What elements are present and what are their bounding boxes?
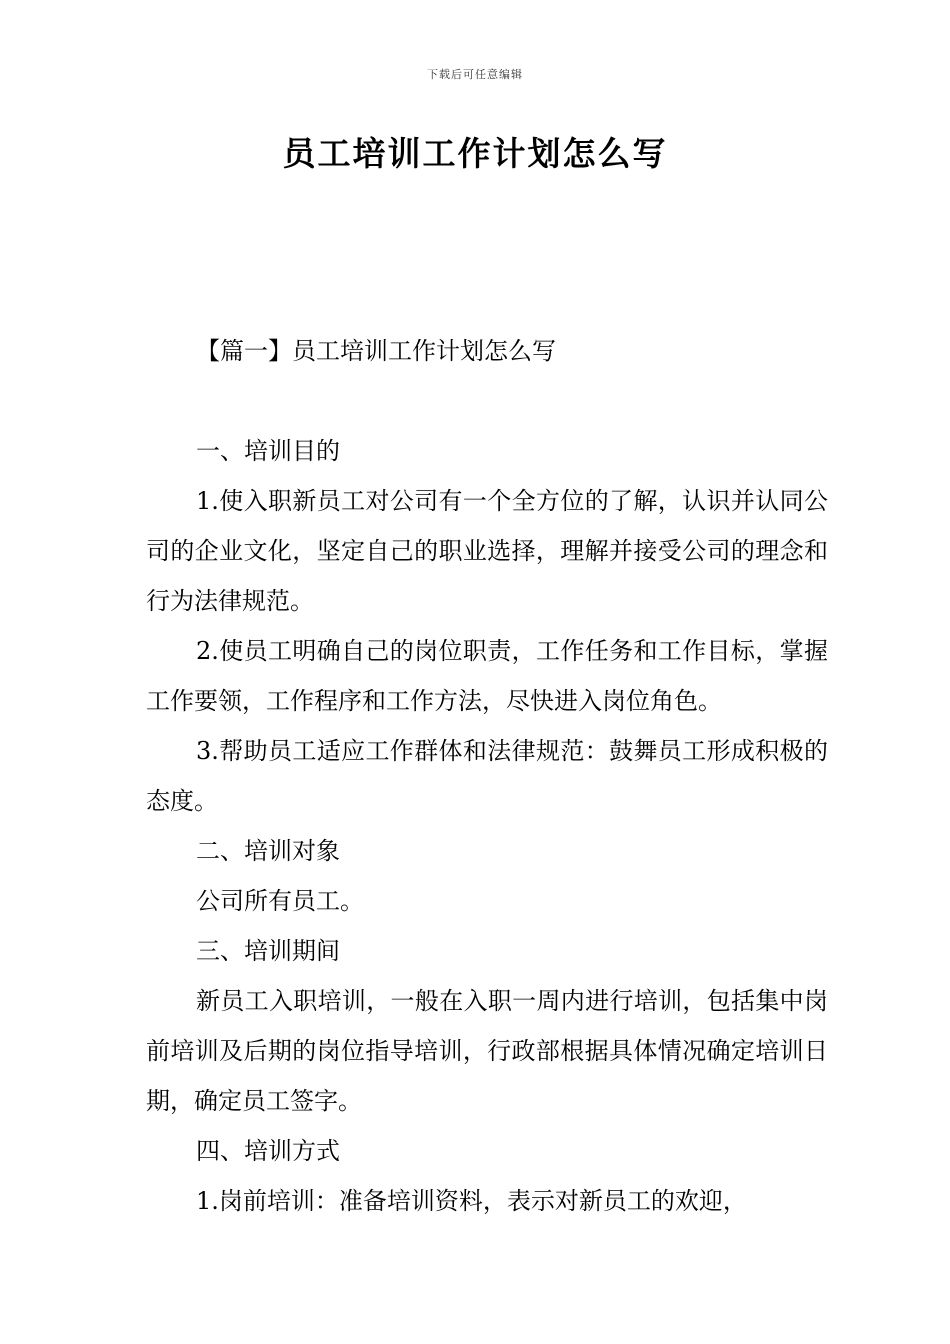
header-note: 下载后可任意编辑 xyxy=(427,68,523,81)
document-body xyxy=(146,326,828,1226)
paragraph-period: 新员工入职培训，一般在入职一周内进行培训，包括集中岗前培训及后期的岗位指导培训，行政部根据具体情况确定培训日期，确定员工签字。 xyxy=(146,987,828,1115)
section-heading: 【篇一】员工培训工作计划怎么写 xyxy=(196,337,556,365)
paragraph-method-1: 1.岗前培训：准备培训资料，表示对新员工的欢迎， xyxy=(196,1187,747,1215)
heading-training-method: 四、培训方式 xyxy=(196,1137,340,1165)
paragraph-target: 公司所有员工。 xyxy=(196,887,364,915)
heading-training-purpose: 一、培训目的 xyxy=(196,437,340,465)
heading-training-target: 二、培训对象 xyxy=(196,837,340,865)
heading-training-period: 三、培训期间 xyxy=(196,937,340,965)
paragraph-purpose-2: 2.使员工明确自己的岗位职责，工作任务和工作目标，掌握工作要领，工作程序和工作方法，尽快进入岗位角色。 xyxy=(146,637,828,715)
paragraph-purpose-3: 3.帮助员工适应工作群体和法律规范：鼓舞员工形成积极的态度。 xyxy=(146,737,828,815)
document-title: 员工培训工作计划怎么写 xyxy=(282,134,668,173)
paragraph-purpose-1: 1.使入职新员工对公司有一个全方位的了解，认识并认同公司的企业文化，坚定自己的职业选择，理解并接受公司的理念和行为法律规范。 xyxy=(146,487,828,615)
